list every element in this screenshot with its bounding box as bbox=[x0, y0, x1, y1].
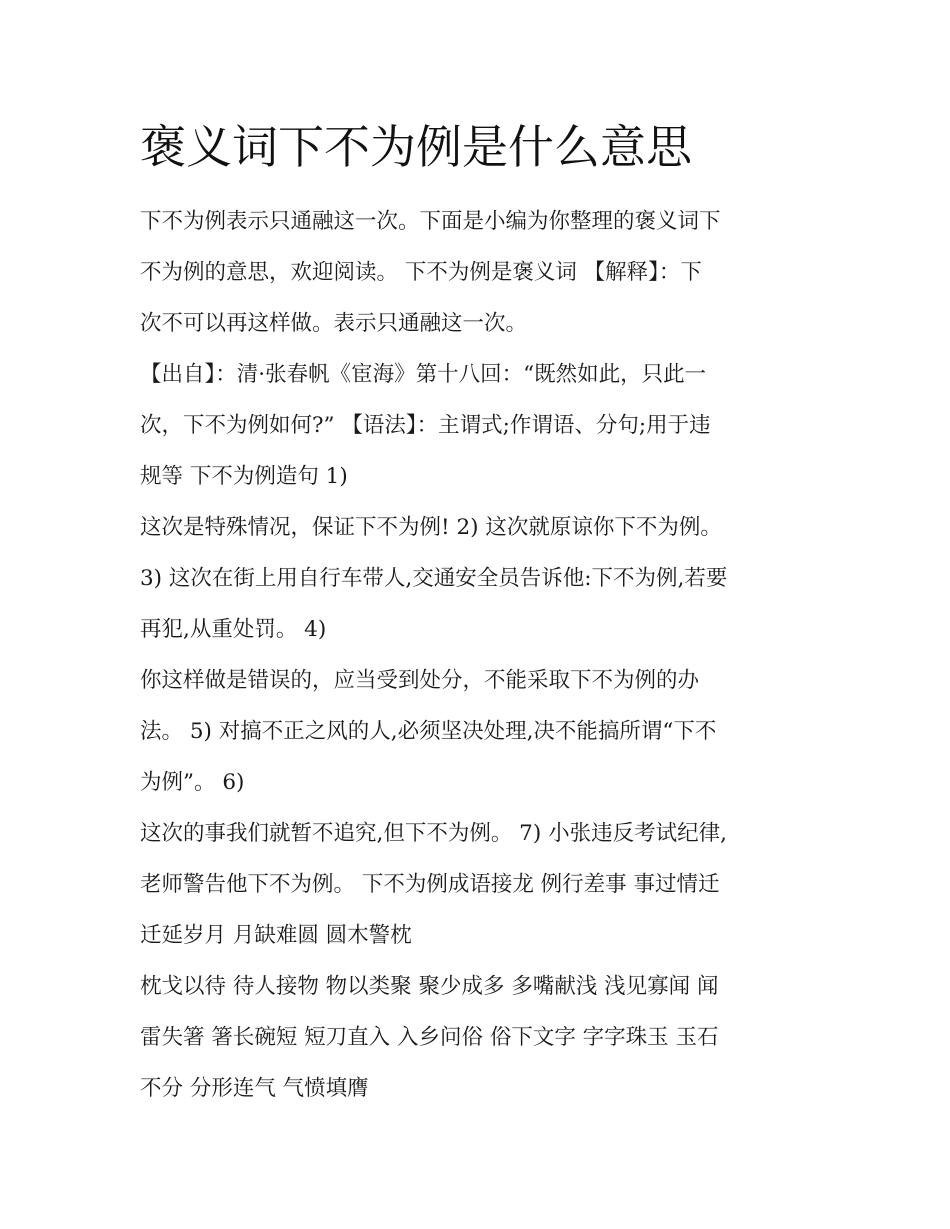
text-line: 雷失箸 箸长碗短 短刀直入 入乡问俗 俗下文字 字字珠玉 玉石 bbox=[140, 1025, 719, 1050]
text-line: 不为例的意思，欢迎阅读。 下不为例是褒义词 【解释】：下 bbox=[140, 260, 702, 285]
text-line: 你这样做是错误的，应当受到处分，不能采取下不为例的办 bbox=[140, 668, 700, 693]
document-body bbox=[140, 196, 820, 1114]
text-line: 这次是特殊情况，保证下不为例! 2) 这次就原谅你下不为例。 bbox=[140, 515, 722, 540]
paragraph bbox=[140, 961, 820, 1114]
text-line: 规等 下不为例造句 1) bbox=[140, 464, 348, 489]
text-line: 次，下不为例如何?” 【语法】：主谓式;作谓语、分句;用于违 bbox=[140, 413, 711, 438]
paragraph bbox=[140, 349, 820, 502]
text-line: 法。 5) 对搞不正之风的人,必须坚决处理,决不能搞所谓“下不 bbox=[140, 719, 717, 744]
text-line: 这次的事我们就暂不追究,但下不为例。 7) 小张违反考试纪律, bbox=[140, 821, 727, 846]
paragraph bbox=[140, 808, 820, 961]
text-line: 老师警告他下不为例。 下不为例成语接龙 例行差事 事过情迁 bbox=[140, 872, 720, 897]
text-line: 次不可以再这样做。表示只通融这一次。 bbox=[140, 311, 528, 336]
paragraph bbox=[140, 196, 820, 349]
text-line: 不分 分形连气 气愤填膺 bbox=[140, 1076, 369, 1101]
text-line: 为例”。 6) bbox=[140, 770, 245, 795]
text-line: 迁延岁月 月缺难圆 圆木警枕 bbox=[140, 923, 412, 948]
text-line: 下不为例表示只通融这一次。下面是小编为你整理的褒义词下 bbox=[140, 209, 721, 234]
document-title: 褒义词下不为例是什么意思 bbox=[140, 120, 692, 174]
paragraph bbox=[140, 655, 820, 808]
text-line: 枕戈以待 待人接物 物以类聚 聚少成多 多嘴献浅 浅见寡闻 闻 bbox=[140, 974, 719, 999]
text-line: 3) 这次在街上用自行车带人,交通安全员告诉他:下不为例,若要 bbox=[140, 566, 728, 591]
text-line: 【出自】：清·张春帆《宦海》第十八回：“既然如此，只此一 bbox=[140, 362, 707, 387]
paragraph bbox=[140, 502, 820, 655]
text-line: 再犯,从重处罚。 4) bbox=[140, 617, 327, 642]
